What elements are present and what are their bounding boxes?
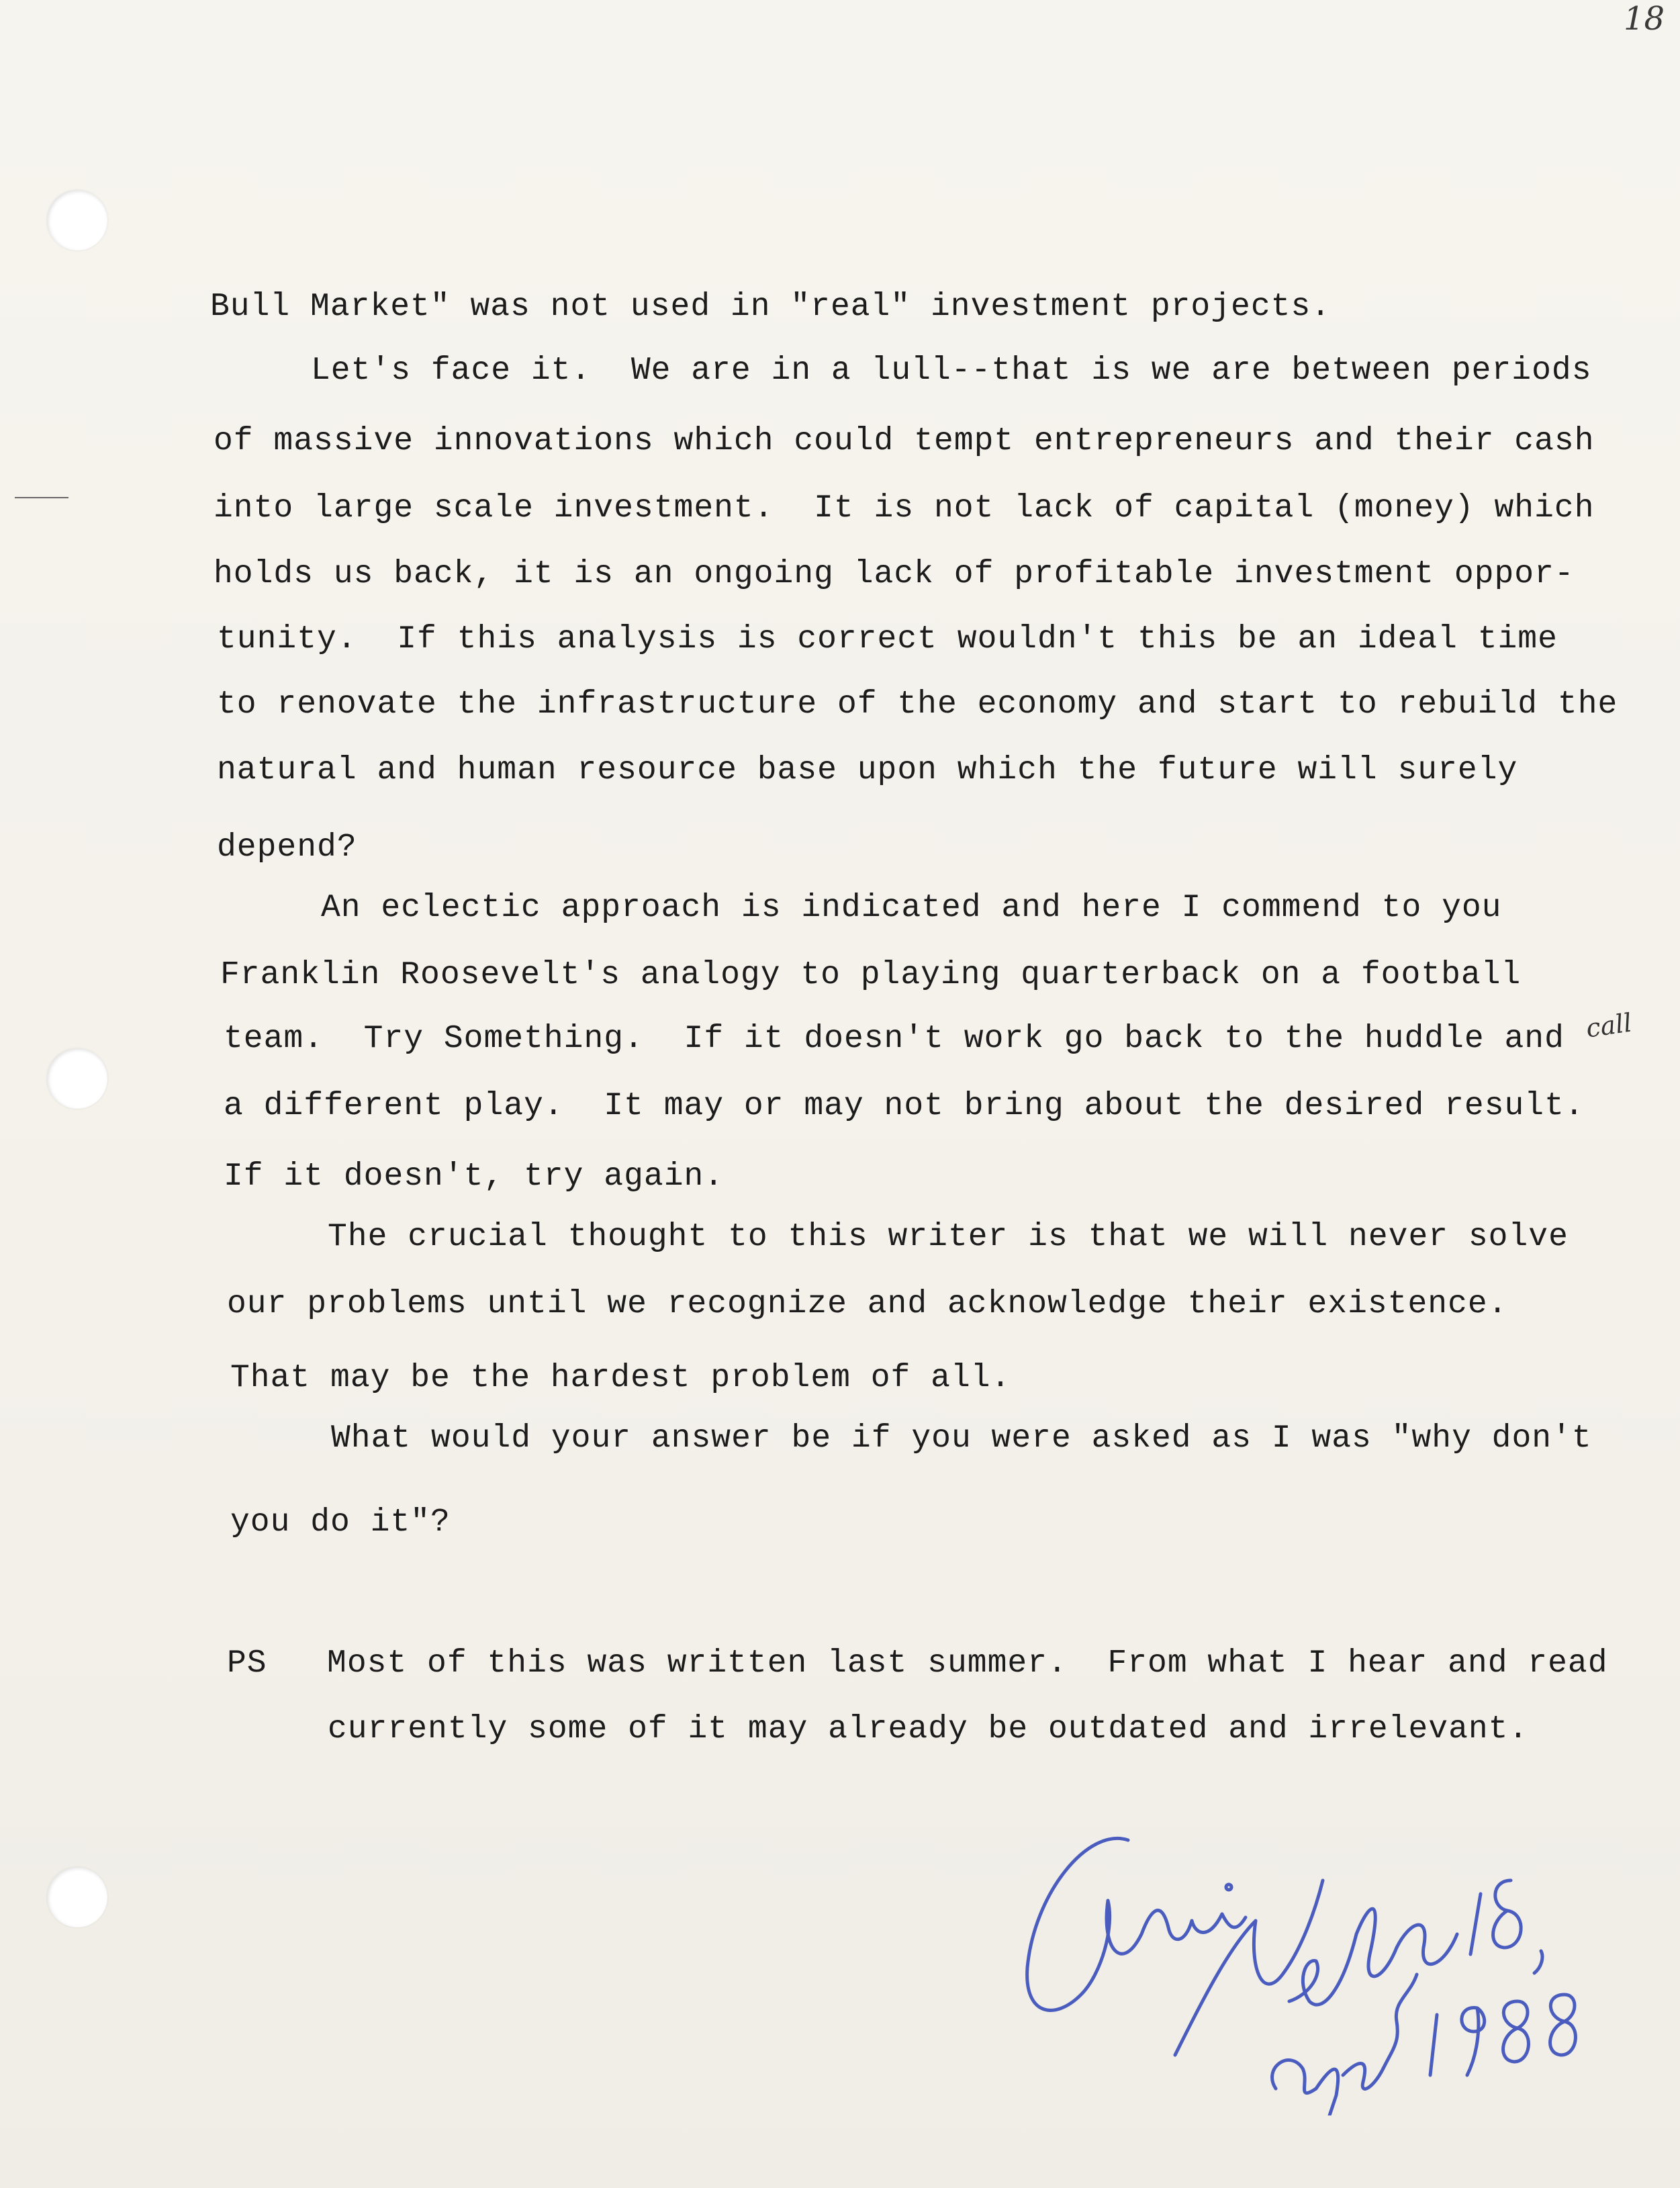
text-line: currently some of it may already be outdated and irrelevant.: [328, 1711, 1529, 1747]
text-line: team. Try Something. If it doesn't work go back to the huddle and: [224, 1021, 1565, 1057]
punch-hole-top: [47, 190, 107, 250]
text-line: you do it"?: [230, 1504, 451, 1541]
page-number: 18: [1624, 0, 1665, 38]
handwritten-insertion: call: [1584, 1007, 1634, 1044]
text-line: That may be the hardest problem of all.: [230, 1360, 1011, 1396]
text-line: holds us back, it is an ongoing lack of profitable investment oppor-: [214, 556, 1575, 592]
text-line: If it doesn't, try again.: [224, 1158, 725, 1195]
punch-hole-middle: [47, 1048, 107, 1109]
text-line: natural and human resource base upon which the future will surely: [217, 752, 1518, 788]
text-line: Bull Market" was not used in "real" investment projects.: [210, 289, 1332, 325]
punch-hole-bottom: [47, 1867, 107, 1927]
signature: [1007, 1800, 1612, 2115]
text-line: The crucial thought to this writer is that we will never solve: [328, 1219, 1569, 1255]
text-line: tunity. If this analysis is correct wouldn't this be an ideal time: [217, 621, 1558, 657]
text-line: An eclectic approach is indicated and here I commend to you: [321, 890, 1502, 926]
text-line: into large scale investment. It is not lack of capital (money) which: [214, 490, 1595, 527]
text-line: What would your answer be if you were asked as I was "why don't: [331, 1420, 1592, 1457]
text-line: Let's face it. We are in a lull--that is we are between periods: [311, 353, 1592, 389]
text-line: Franklin Roosevelt's analogy to playing quarterback on a football: [220, 957, 1522, 993]
margin-pencil-mark: [15, 497, 68, 498]
text-line: our problems until we recognize and acknowledge their existence.: [227, 1286, 1508, 1322]
text-line: of massive innovations which could tempt entrepreneurs and their cash: [214, 423, 1595, 459]
text-line: PS Most of this was written last summer. From what I hear and read: [227, 1645, 1608, 1682]
text-line: a different play. It may or may not bring about the desired result.: [224, 1088, 1585, 1124]
text-line: depend?: [217, 829, 357, 866]
text-line: to renovate the infrastructure of the economy and start to rebuild the: [217, 686, 1618, 723]
